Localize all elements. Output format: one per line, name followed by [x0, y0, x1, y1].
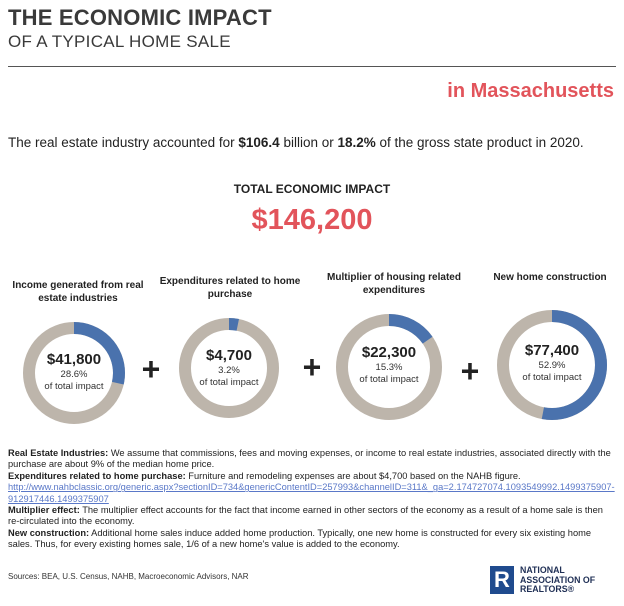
note-expenditures-link-row: [8, 482, 616, 505]
note-real-estate-text: We assume that commissions, fees and moving expenses, or income to real estate industries, associated directly with the purchase are about 9% of the median home price.: [8, 448, 611, 470]
intro-amount: $106.4: [238, 135, 280, 150]
component-heading-income: Income generated from real estate industries: [12, 280, 144, 304]
component-heading-multiplier: Multiplier of housing related expenditures: [327, 272, 461, 296]
multiplier-pct: 15.3%: [375, 362, 403, 373]
footnotes: [8, 448, 616, 551]
logo-wordmark: [520, 566, 595, 595]
donut-construction-label: [495, 342, 609, 384]
logo-line1: NATIONAL: [520, 565, 565, 575]
component-heading-construction: New home construction: [493, 272, 607, 283]
expenditures-pct: 3.2%: [218, 365, 240, 376]
note-real-estate-label: Real Estate Industries:: [8, 448, 109, 458]
note-real-estate: [8, 448, 616, 471]
realtor-r-icon: R: [490, 566, 514, 594]
header-divider: [8, 66, 616, 67]
note-construction-text: Additional home sales induce added home production. Typically, one new home is constructed for every six existing home sales. Thus, for every existing homes sale, 1/6 of a new home's value is added to the economy.: [8, 527, 592, 550]
page-title: THE ECONOMIC IMPACT: [8, 5, 272, 30]
logo-line3: REALTORS®: [520, 584, 575, 595]
note-construction: [8, 528, 616, 551]
income-value: $41,800: [46, 351, 102, 368]
intro-suffix: of the gross state product in 2020.: [375, 135, 584, 150]
nar-logo: [490, 566, 620, 598]
logo-line2: ASSOCIATION OF: [520, 574, 596, 585]
plus-sign-1: +: [141, 351, 161, 387]
construction-value: $77,400: [524, 342, 580, 359]
note-multiplier-label: Multiplier effect:: [8, 505, 80, 516]
intro-prefix: The real estate industry accounted for: [8, 135, 239, 150]
income-pct: 28.6%: [60, 369, 88, 380]
component-heading-expenditures: Expenditures related to home purchase: [159, 276, 301, 300]
plus-sign-2: +: [302, 349, 322, 385]
total-impact-label: TOTAL ECONOMIC IMPACT: [233, 182, 391, 196]
multiplier-value: $22,300: [361, 344, 417, 361]
intro-sentence: [8, 135, 584, 150]
donut-income-label: [21, 351, 127, 393]
plus-sign-3: +: [460, 353, 480, 389]
note-construction-label: New construction:: [8, 527, 90, 538]
sources-line: Sources: BEA, U.S. Census, NAHB, Macroeconomic Advisors, NAR: [8, 572, 249, 581]
note-multiplier: [8, 505, 616, 528]
income-sub: of total impact: [44, 381, 104, 392]
note-expenditures-label: Expenditures related to home purchase:: [8, 470, 186, 481]
total-impact-value: $146,200: [251, 204, 373, 236]
donut-expenditures-label: [177, 347, 281, 389]
note-expenditures: [8, 471, 616, 482]
note-expenditures-text: Furniture and remodeling expenses are about $4,700 based on the NAHB figure.: [185, 470, 521, 481]
expenditures-sub: of total impact: [199, 377, 259, 388]
nahb-source-link[interactable]: http://www.nahbclassic.org/generic.aspx?sectionID=734&genericContentID=257993&channelID=311&_ga=2.174727074.1093549992.1499375907-912917446.1499375907: [8, 482, 615, 504]
expenditures-value: $4,700: [206, 347, 252, 364]
intro-mid: billion or: [279, 135, 338, 150]
intro-share: 18.2%: [337, 135, 376, 150]
note-multiplier-text: The multiplier effect accounts for the fact that income earned in other sectors of the economy as a result of a home sale is then re-circulated into the economy.: [8, 505, 603, 527]
state-name: in Massachusetts: [447, 80, 614, 102]
multiplier-sub: of total impact: [359, 374, 419, 385]
donut-multiplier-label: [334, 344, 444, 386]
construction-pct: 52.9%: [538, 360, 566, 371]
construction-sub: of total impact: [522, 372, 582, 383]
page-subtitle: OF A TYPICAL HOME SALE: [8, 32, 231, 51]
